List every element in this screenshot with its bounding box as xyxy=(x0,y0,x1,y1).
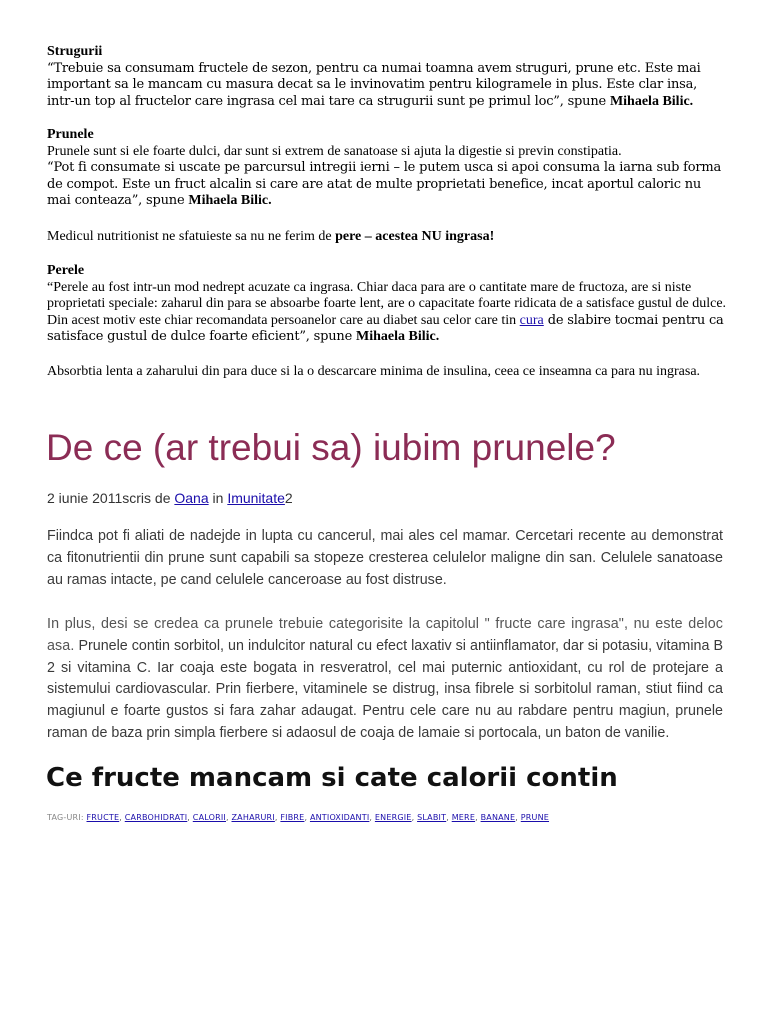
article-paragraph-2 xyxy=(47,614,723,745)
strugurii-quote-text: “Trebuie sa consumam fructele de sezon, pentru ca numai toamna avem struguri, prune etc. Este mai important sa le mancam cu masura decat sa le invinovatim pentru kilogramele in plus. Este clar insa, intr-un top al fructelor care ingrasa cel mai tare ca strugurii sunt pe primul loc”, spune xyxy=(47,60,701,109)
absorbtia-text: Absorbtia lenta a zaharului din para duce si la o descarcare minima de insulina, ceea ce inseamna ca para nu ingrasa. xyxy=(47,364,701,379)
article-title: De ce (ar trebui sa) iubim prunele? xyxy=(46,427,616,468)
tag-link[interactable]: CALORII xyxy=(192,813,226,822)
tag-link[interactable]: ENERGIE xyxy=(374,813,412,822)
tag-separator: , xyxy=(446,813,452,822)
tag-separator: , xyxy=(411,813,418,822)
strugurii-author: Mihaela Bilic. xyxy=(609,93,694,109)
tag-link[interactable]: FRUCTE xyxy=(86,813,120,822)
author-link[interactable]: Oana xyxy=(174,490,209,506)
perele-author: Mihaela Bilic. xyxy=(356,329,440,344)
article-paragraph-1: Fiindca pot fi aliati de nadejde in lupta cu cancerul, mai ales cel mamar. Cercetari recente au demonstrat ca fitonutrientii din prune sunt capabili sa stopeze cresterea celulelor maligne din san. Celulele sanatoase au ramas intacte, pe cand celulele canceroase au fost distruse. xyxy=(47,528,723,588)
meta-in-text: in xyxy=(208,490,228,506)
tag-separator: , xyxy=(475,813,481,822)
tag-separator: , xyxy=(119,813,125,822)
tag-separator: , xyxy=(304,813,310,822)
advice-line xyxy=(47,229,727,246)
tag-link[interactable]: CARBOHIDRATI xyxy=(124,813,188,822)
perele-heading: Perele xyxy=(47,263,85,278)
perele-text-b: de slabire tocmai pentru ca satisface gustul de dulce foarte eficient”, spune xyxy=(47,312,724,344)
advice-bold: pere – acestea NU ingrasa! xyxy=(335,229,495,244)
category-link[interactable]: Imunitate xyxy=(227,490,285,506)
tags-row xyxy=(47,813,549,822)
strugurii-quote xyxy=(47,61,727,111)
prunele-quote-text: “Pot fi consumate si uscate pe parcursul intregii ierni – le putem usca si apoi consuma la iarna sub forma de compot. Este un fruct alcalin si care are atat de multe proprietati benefice, incat aportul caloric nu mai conteaza”, spune xyxy=(47,160,722,208)
strugurii-heading: Strugurii xyxy=(47,44,103,59)
tag-separator: , xyxy=(226,813,232,822)
prunele-line: Prunele sunt si ele foarte dulci, dar sunt si extrem de sanatoase si ajuta la digestie si previn constipatia. xyxy=(47,143,622,159)
tag-link[interactable]: MERE xyxy=(451,813,476,822)
tag-separator: , xyxy=(369,813,375,822)
prunele-author: Mihaela Bilic. xyxy=(188,193,272,208)
article-meta xyxy=(47,490,293,506)
cura-link[interactable]: cura xyxy=(519,312,544,328)
tag-link[interactable]: ZAHARURI xyxy=(231,813,275,822)
advice-text: Medicul nutritionist ne sfatuieste sa nu ne ferim de xyxy=(47,229,336,244)
tag-link[interactable]: FIBRE xyxy=(280,813,305,822)
tag-link[interactable]: ANTIOXIDANTI xyxy=(309,813,370,822)
prunele-quote xyxy=(47,160,727,210)
tag-link[interactable]: PRUNE xyxy=(520,813,550,822)
prunele-section xyxy=(47,127,727,210)
tags-label: TAG-URI: xyxy=(47,813,87,822)
strugurii-section xyxy=(47,44,727,110)
tag-link[interactable]: SLABIT xyxy=(417,813,447,822)
section-title: Ce fructe mancam si cate calorii contin xyxy=(46,763,618,793)
tag-separator: , xyxy=(274,813,281,822)
prunele-heading: Prunele xyxy=(47,127,94,142)
tag-separator: , xyxy=(515,813,521,822)
article-paragraph-2-rest: Prunele contin sorbitol, un indulcitor natural cu efect laxativ si antiinflamator, dar si potasiu, vitamina B 2 si vitamina C. Iar coaja este bogata in resveratrol, cel mai puternic antioxidant, cu rol de protejare a sistemului cardiovascular. Prin fierbere, vitaminele se distrug, insa fibrele si sorbitolul raman, stiut fiind ca magiunul e foarte gustos si fara zahar adaugat. Pentru cele care nu au rabdare pentru magiun, prunele raman de baza prin simpla fierbere si adaosul de coaja de lamaie si portocala, un baton de vanilie. xyxy=(47,637,723,741)
perele-text-a: “Perele au fost intr-un mod nedrept acuzate ca ingrasa. Chiar daca para are o cantitate mare de fructoza, are si niste proprietati speciale: zaharul din para se absoarbe foarte lent, are o capacitate foarte ridicata de a satisface gustul de dulce. Din acest motiv este chiar recomandata persoanelor care au diabet sau celor care tin xyxy=(47,279,727,328)
absorbtia-section xyxy=(47,364,727,381)
tag-link[interactable]: BANANE xyxy=(480,813,516,822)
perele-text xyxy=(47,280,727,346)
comment-count: 2 xyxy=(284,490,293,506)
article-date: 2 iunie 2011scris de xyxy=(47,490,175,506)
article-paragraph-2-first: In plus, desi se credea ca prunele trebuie categorisite la capitolul " fructe care ingrasa", nu este deloc asa. xyxy=(47,616,723,654)
tag-separator: , xyxy=(187,813,193,822)
perele-section xyxy=(47,263,727,346)
